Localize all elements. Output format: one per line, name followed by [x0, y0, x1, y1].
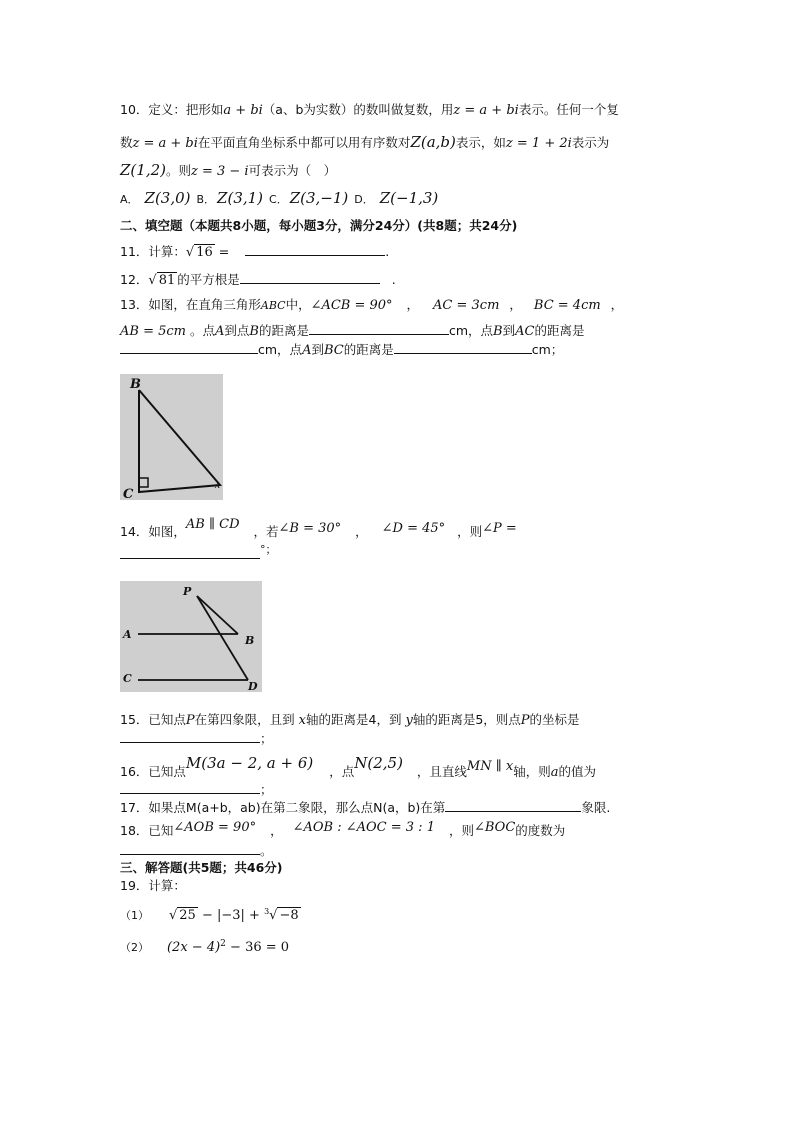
q11-text: 11．计算：	[120, 244, 186, 259]
q12-radicand: 81	[158, 273, 176, 288]
q13-blank-2[interactable]	[120, 340, 258, 354]
q15-text: 轴的距离是5，则点	[412, 712, 521, 727]
math-var: P	[185, 713, 195, 728]
section-3-title: 三、解答题(共5题；共46分)	[120, 860, 283, 875]
q13-text: 到点	[224, 323, 250, 338]
q11-equals: =	[218, 244, 230, 259]
math-expr: MN ∥ x	[466, 759, 514, 774]
q15-line1	[120, 711, 580, 730]
math-expr: z = 3 − i	[191, 164, 249, 179]
math-expr: Z(1,2)	[120, 161, 166, 179]
q14-text: 14．如图，	[120, 524, 186, 539]
q13-text: cm；	[531, 342, 564, 357]
q12-answer-blank[interactable]	[240, 270, 380, 284]
point-a-label: A	[123, 628, 132, 641]
q16-text: ，点	[329, 764, 355, 779]
right-triangle-diagram	[120, 374, 223, 500]
math-expr: N(2,5)	[354, 754, 403, 772]
q10-line2	[120, 133, 609, 153]
math-expr: z = 1 + 2i	[505, 136, 572, 151]
option-b-label[interactable]: B．	[196, 193, 216, 206]
option-c-value: Z(3,−1)	[289, 189, 349, 207]
q13-text: 的距离是	[534, 323, 585, 338]
q17-text: 象限.	[581, 800, 611, 815]
q10-line3	[120, 161, 336, 181]
math-expr: M(3a − 2, a + 6)	[185, 754, 314, 772]
parallel-lines-diagram	[120, 581, 262, 692]
point-p-label: P	[183, 585, 192, 598]
math-expr: AC = 3cm	[433, 298, 500, 313]
q19-part2	[120, 935, 289, 957]
option-d-label[interactable]: D．	[354, 193, 374, 206]
q13-text: 中，	[285, 297, 311, 312]
q13-text: ，	[509, 297, 522, 312]
q13-text: 到	[311, 342, 324, 357]
q13-line1	[120, 296, 623, 315]
q14-line2	[120, 545, 277, 565]
math-var: P	[520, 713, 530, 728]
q14-degree: °；	[260, 543, 277, 556]
q10-text: 表示，如	[455, 135, 506, 150]
vertex-c-label: C	[123, 487, 134, 500]
q19-title: 19．计算：	[120, 878, 186, 893]
q14-figure	[120, 581, 262, 692]
q10-text: 数	[120, 135, 133, 150]
math-expr: ABC	[260, 299, 286, 312]
math-var: y	[405, 713, 413, 728]
math-var: BC	[323, 343, 344, 358]
q14-text: ，若	[253, 524, 279, 539]
q14-answer-blank[interactable]	[120, 545, 260, 559]
q18-answer-blank[interactable]	[120, 841, 260, 855]
vertex-a-label: A	[215, 482, 221, 490]
q18-text: ，	[270, 823, 283, 838]
math-expr: a + bi	[223, 103, 263, 118]
q11-period: .	[385, 244, 390, 259]
math-var: x	[298, 713, 306, 728]
q10-text: 表示为	[571, 135, 610, 150]
math-exponent: 2	[220, 939, 226, 949]
math-expr: BC = 4cm	[533, 298, 601, 313]
math-expr: ∠D = 45°	[381, 521, 446, 536]
q18-text: 的度数为	[515, 823, 566, 838]
q18-text: ，则	[448, 823, 474, 838]
q19-part2-number: （2）	[120, 941, 149, 955]
q19-part1: （1） √ 25 − |−3| + $^3$√ −8	[120, 907, 299, 924]
cube-root-index: 3	[264, 907, 270, 916]
q14-text: ，	[355, 524, 368, 539]
math-var: a	[550, 765, 559, 780]
q13-blank-1[interactable]	[309, 321, 449, 335]
q16-text: ，且直线	[416, 764, 467, 779]
math-var: B	[493, 324, 503, 339]
q15-line2	[120, 729, 273, 748]
q15-text: 15．已知点	[120, 712, 186, 727]
q13-text: ，	[406, 297, 420, 312]
q12: 12．√ 81 的平方根是 .	[120, 272, 396, 288]
q15-answer-blank[interactable]	[120, 729, 260, 743]
math-expr: ∠AOB = 90°	[173, 820, 257, 835]
math-expr: − 36 = 0	[225, 940, 290, 956]
option-a-label[interactable]: A．	[120, 193, 139, 206]
q13-line2	[120, 321, 584, 341]
math-expr: ∠B = 30°	[278, 521, 342, 536]
q13-text: cm，点	[258, 342, 303, 357]
q13-text: 的距离是	[343, 342, 394, 357]
q18-text: 18．已知	[120, 823, 174, 838]
q11-answer-blank[interactable]	[245, 242, 385, 256]
math-expr: z = a + bi	[453, 103, 519, 118]
math-radicand: 25	[179, 908, 196, 924]
q13-text: 。点	[189, 323, 215, 338]
q13-text: 13．如图，在直角三角形	[120, 297, 261, 312]
q16-text: 轴，则	[513, 764, 551, 779]
point-d-label: D	[248, 680, 258, 692]
q11: 11．计算：√ 16 = .	[120, 244, 390, 260]
q12-period: .	[391, 272, 396, 287]
q13-text: 的距离是	[258, 323, 309, 338]
q16-line1	[120, 754, 597, 782]
q16-text: 的值为	[558, 764, 597, 779]
math-expr: − |−3| +	[197, 908, 265, 924]
math-var: A	[214, 324, 225, 339]
q18-line2	[120, 841, 273, 860]
point-b-label: B	[245, 634, 255, 647]
q10-text: 表示。任何一个复	[518, 102, 619, 117]
q10-text: （a、b为实数）的数叫做复数，用	[262, 102, 454, 117]
q14-line1	[120, 517, 517, 542]
math-expr: ∠P =	[482, 521, 517, 536]
q18-line1	[120, 822, 565, 841]
q12-text: 12．	[120, 272, 149, 287]
option-b-value: Z(3,1)	[217, 189, 264, 207]
q10-line1	[120, 101, 619, 120]
q16-semicolon: ；	[260, 782, 273, 797]
q10-text: 。则	[165, 163, 191, 178]
q19-part1-number: （1）	[120, 909, 149, 923]
math-expr: (2x − 4)	[166, 940, 221, 956]
q17-answer-blank[interactable]	[445, 798, 581, 812]
q13-text: ，	[610, 297, 624, 312]
q12-text: 的平方根是	[177, 272, 240, 287]
section-2-title: 二、填空题（本题共8小题，每小题3分，满分24分）(共8题；共24分)	[120, 218, 518, 233]
q10-options	[120, 189, 438, 209]
q14-text: ，则	[457, 524, 483, 539]
q13-line3	[120, 340, 563, 360]
math-expr: ∠BOC	[473, 820, 516, 835]
option-a-value: Z(3,0)	[144, 189, 191, 207]
math-var: A	[302, 343, 312, 358]
math-var: AC	[515, 324, 535, 339]
math-var: B	[249, 324, 259, 339]
q17-text: 17．如果点M(a+b，ab)在第二象限，那么点N(a，b)在第	[120, 800, 446, 815]
q10-text: 可表示为（ ）	[248, 163, 337, 178]
math-expr: z = a + bi	[132, 136, 198, 151]
q15-text: 在第四象限，且到	[194, 712, 295, 727]
q16-answer-blank[interactable]	[120, 780, 260, 794]
q15-semicolon: ；	[260, 731, 273, 746]
q16-text: 16．已知点	[120, 764, 186, 779]
math-expr: AB ∥ CD	[185, 517, 240, 532]
option-d-value: Z(−1,3)	[379, 189, 439, 207]
q15-text: 轴的距离是4，到	[306, 712, 402, 727]
q11-radicand: 16	[196, 245, 213, 260]
q10-text: 10．定义：把形如	[120, 102, 224, 117]
option-c-label[interactable]: C．	[269, 193, 288, 206]
math-radicand: −8	[279, 908, 299, 924]
math-expr: ∠AOB : ∠AOC = 3 : 1	[292, 820, 435, 835]
q17	[120, 798, 610, 817]
math-expr: Z(a,b)	[410, 133, 456, 151]
q13-text: 到	[502, 323, 516, 338]
math-expr: ∠ACB = 90°	[310, 298, 393, 313]
q13-blank-3[interactable]	[394, 340, 532, 354]
q15-text: 的坐标是	[529, 712, 580, 727]
q10-text: 在平面直角坐标系中都可以用有序数对	[197, 135, 411, 150]
math-expr: AB = 5cm	[120, 324, 186, 339]
q13-figure	[120, 374, 223, 500]
q13-text: cm，点	[448, 323, 494, 338]
q18-period: 。	[260, 843, 273, 858]
vertex-b-label: B	[130, 377, 141, 392]
point-c-label: C	[123, 672, 132, 685]
q16-line2	[120, 780, 273, 799]
